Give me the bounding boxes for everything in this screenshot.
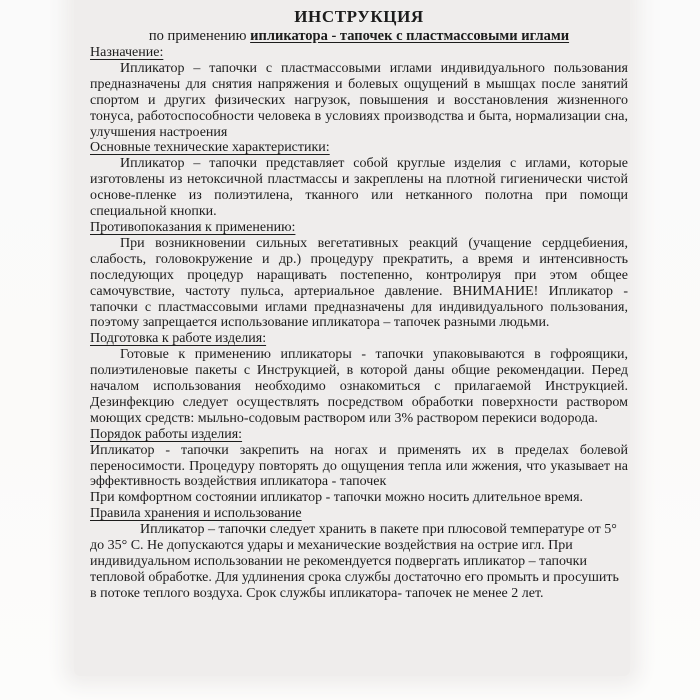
paragraph: Готовые к применению ипликаторы - тапочки упаковываются в гофроящики, полиэтиленовые пакеты с Инструкцией, в которой даны общие рекомендации. Перед началом использования необходимо ознакомиться с прилагаемой Инструкцией. Дезинфекцию следует осуществлять посредством обработки поверхности раствором моющих средств: мыльно-содовым раствором или 3% раствором перекиси водорода.	[90, 347, 628, 426]
paragraph: Ипликатор – тапочки с пластмассовыми иглами индивидуального пользования предназначены для снятия напряжения и болевых ощущений в мышцах после занятий спортом и других физических нагрузок, повышения и восстановления жизненного тонуса, работоспособности человека в условиях производства и быта, нормализации сна, улучшения настроения	[90, 60, 628, 140]
sections-container	[90, 45, 628, 602]
subtitle-product-name: ипликатора - тапочек с пластмассовыми иглами	[250, 28, 570, 44]
document-title: ИНСТРУКЦИЯ	[294, 7, 424, 26]
paragraph: При возникновении сильных вегетативных реакций (учащение сердцебиения, слабость, головокружение и др.) процедуру прекратить, а время и интенсивность последующих процедур наращивать постепенно, контролируя при этом общее самочувствие, частоту пульса, артериальное давление. ВНИМАНИЕ! Ипликатор - тапочки с пластмассовыми иглами предназначены для индивидуального пользования, поэтому запрещается использование ипликатора – тапочек разными людьми.	[90, 235, 628, 331]
paragraph: Ипликатор – тапочки представляет собой круглые изделия с иглами, которые изготовлены из нетоксичной пластмассы и закреплены на плотной гигиенически чистой основе-пленке из полиэтилена, тканного или нетканного полотна при помощи специальной кнопки.	[90, 156, 628, 220]
section-heading: Правила хранения и использование	[90, 506, 302, 522]
document-subtitle	[90, 27, 628, 45]
paragraph: При комфортном состоянии ипликатор - тапочки можно носить длительное время.	[90, 490, 584, 506]
paragraph: Ипликатор - тапочки закрепить на ногах и применять их в пределах болевой переносимости. Процедуру повторять до ощущения тепла или жжения, что указывает на эффективность воздействия ипликатора - тапочек	[90, 442, 628, 490]
section-heading: Подготовка к работе изделия:	[90, 331, 267, 347]
section-heading: Основные технические характеристики:	[90, 140, 330, 156]
paragraph: Ипликатор – тапочки следует хранить в пакете при плюсовой температуре от 5° до 35° С. Не допускаются удары и механические воздействия на острие игл. При индивидуальном использовании не рекомендуется подвергать ипликатор – тапочки тепловой обработке. Для удлинения срока службы достаточно его промыть и просушить в потоке теплого воздуха. Срок службы ипликатора- тапочек не менее 2 лет.	[90, 522, 619, 601]
section-heading: Противопоказания к применению:	[90, 219, 296, 235]
section-heading: Назначение:	[90, 45, 164, 60]
document-body	[90, 7, 628, 602]
subtitle-prefix: по применению	[148, 28, 251, 44]
section-heading: Порядок работы изделия:	[90, 426, 243, 442]
